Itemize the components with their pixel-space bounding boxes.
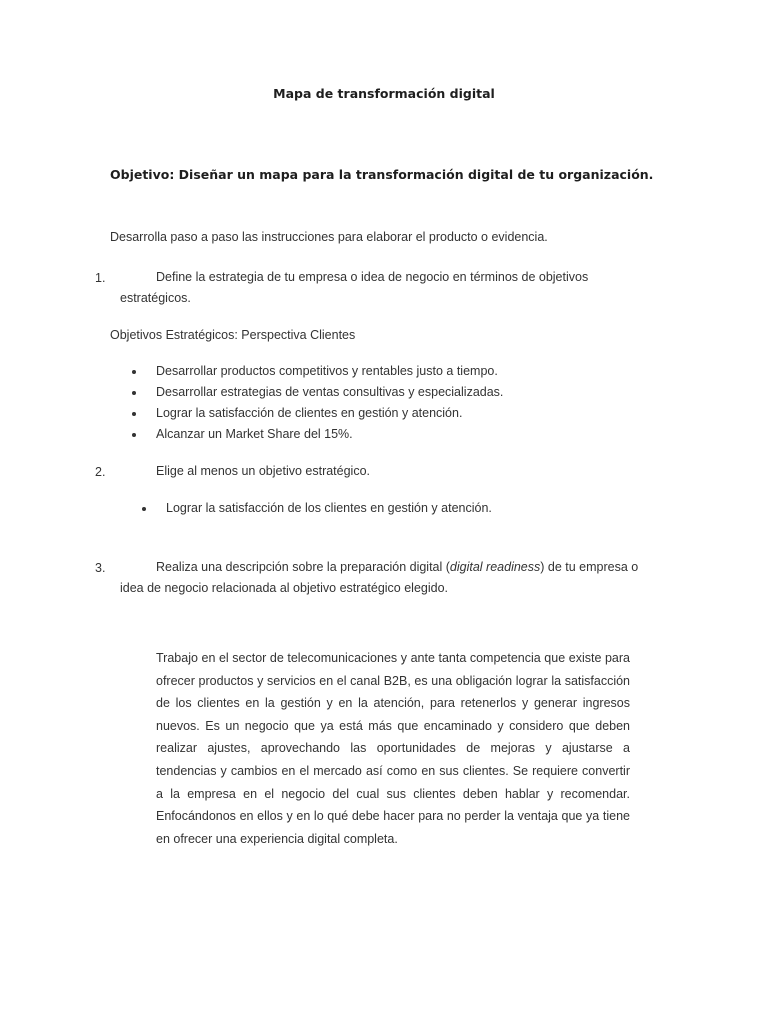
objective-item-1: Desarrollar productos competitivos y rentables justo a tiempo. bbox=[156, 364, 498, 378]
objective-item-4: Alcanzar un Market Share del 15%. bbox=[156, 427, 353, 441]
step-1-line-2: estratégicos. bbox=[120, 291, 191, 305]
objectives-heading: Objetivos Estratégicos: Perspectiva Clientes bbox=[110, 328, 356, 342]
step-2-text: Elige al menos un objetivo estratégico. bbox=[156, 464, 371, 478]
objective-item-2: Desarrollar estrategias de ventas consultivas y especializadas. bbox=[156, 385, 504, 399]
bullet-icon bbox=[132, 370, 136, 374]
step-1-number: 1. bbox=[95, 271, 106, 285]
document-title: Mapa de transformación digital bbox=[273, 86, 495, 101]
answer-paragraph: Trabajo en el sector de telecomunicaciones y ante tanta competencia que existe para ofrecer productos y servicios en el canal B2B, es una obligación lograr la satisfacción de los clientes en la gestión y en la atención, para retenerlos y generar ingresos nuevos. Es un negocio que ya está más que encaminado y considero que deben realizar ajustes, aprovechando las oportunidades de mejoras y ajustarse a tendencias y cambios en el mercado así como en sus clientes. Se requiere convertir a la empresa en el negocio del cual sus clientes deben hablar y recomendar. Enfocándonos en ellos y en lo qué debe hacer para no perder la ventaja que ya tiene en ofrecer una experiencia digital completa. bbox=[156, 651, 630, 846]
step-3-line-1-start: Realiza una descripción sobre la preparación digital ( bbox=[156, 560, 450, 574]
intro-text: Desarrolla paso a paso las instrucciones para elaborar el producto o evidencia. bbox=[110, 230, 548, 244]
step-1-line-1: Define la estrategia de tu empresa o idea de negocio en términos de objetivos bbox=[156, 270, 589, 284]
step-2-number: 2. bbox=[95, 465, 106, 479]
bullet-icon bbox=[132, 391, 136, 395]
bullet-icon bbox=[132, 412, 136, 416]
step-3-number: 3. bbox=[95, 561, 106, 575]
bullet-icon bbox=[142, 507, 146, 511]
digital-readiness-term: digital readiness bbox=[449, 560, 541, 574]
bullet-icon bbox=[132, 433, 136, 437]
step-3-line-1-end: ) de tu empresa o bbox=[540, 560, 639, 574]
objective-item-3: Lograr la satisfacción de clientes en gestión y atención. bbox=[156, 406, 463, 420]
step-3-line-1 bbox=[156, 557, 638, 578]
objective-heading: Objetivo: Diseñar un mapa para la transformación digital de tu organización. bbox=[110, 167, 654, 182]
chosen-objective: Lograr la satisfacción de los clientes en gestión y atención. bbox=[166, 501, 492, 515]
step-3-line-2: idea de negocio relacionada al objetivo estratégico elegido. bbox=[120, 581, 449, 595]
